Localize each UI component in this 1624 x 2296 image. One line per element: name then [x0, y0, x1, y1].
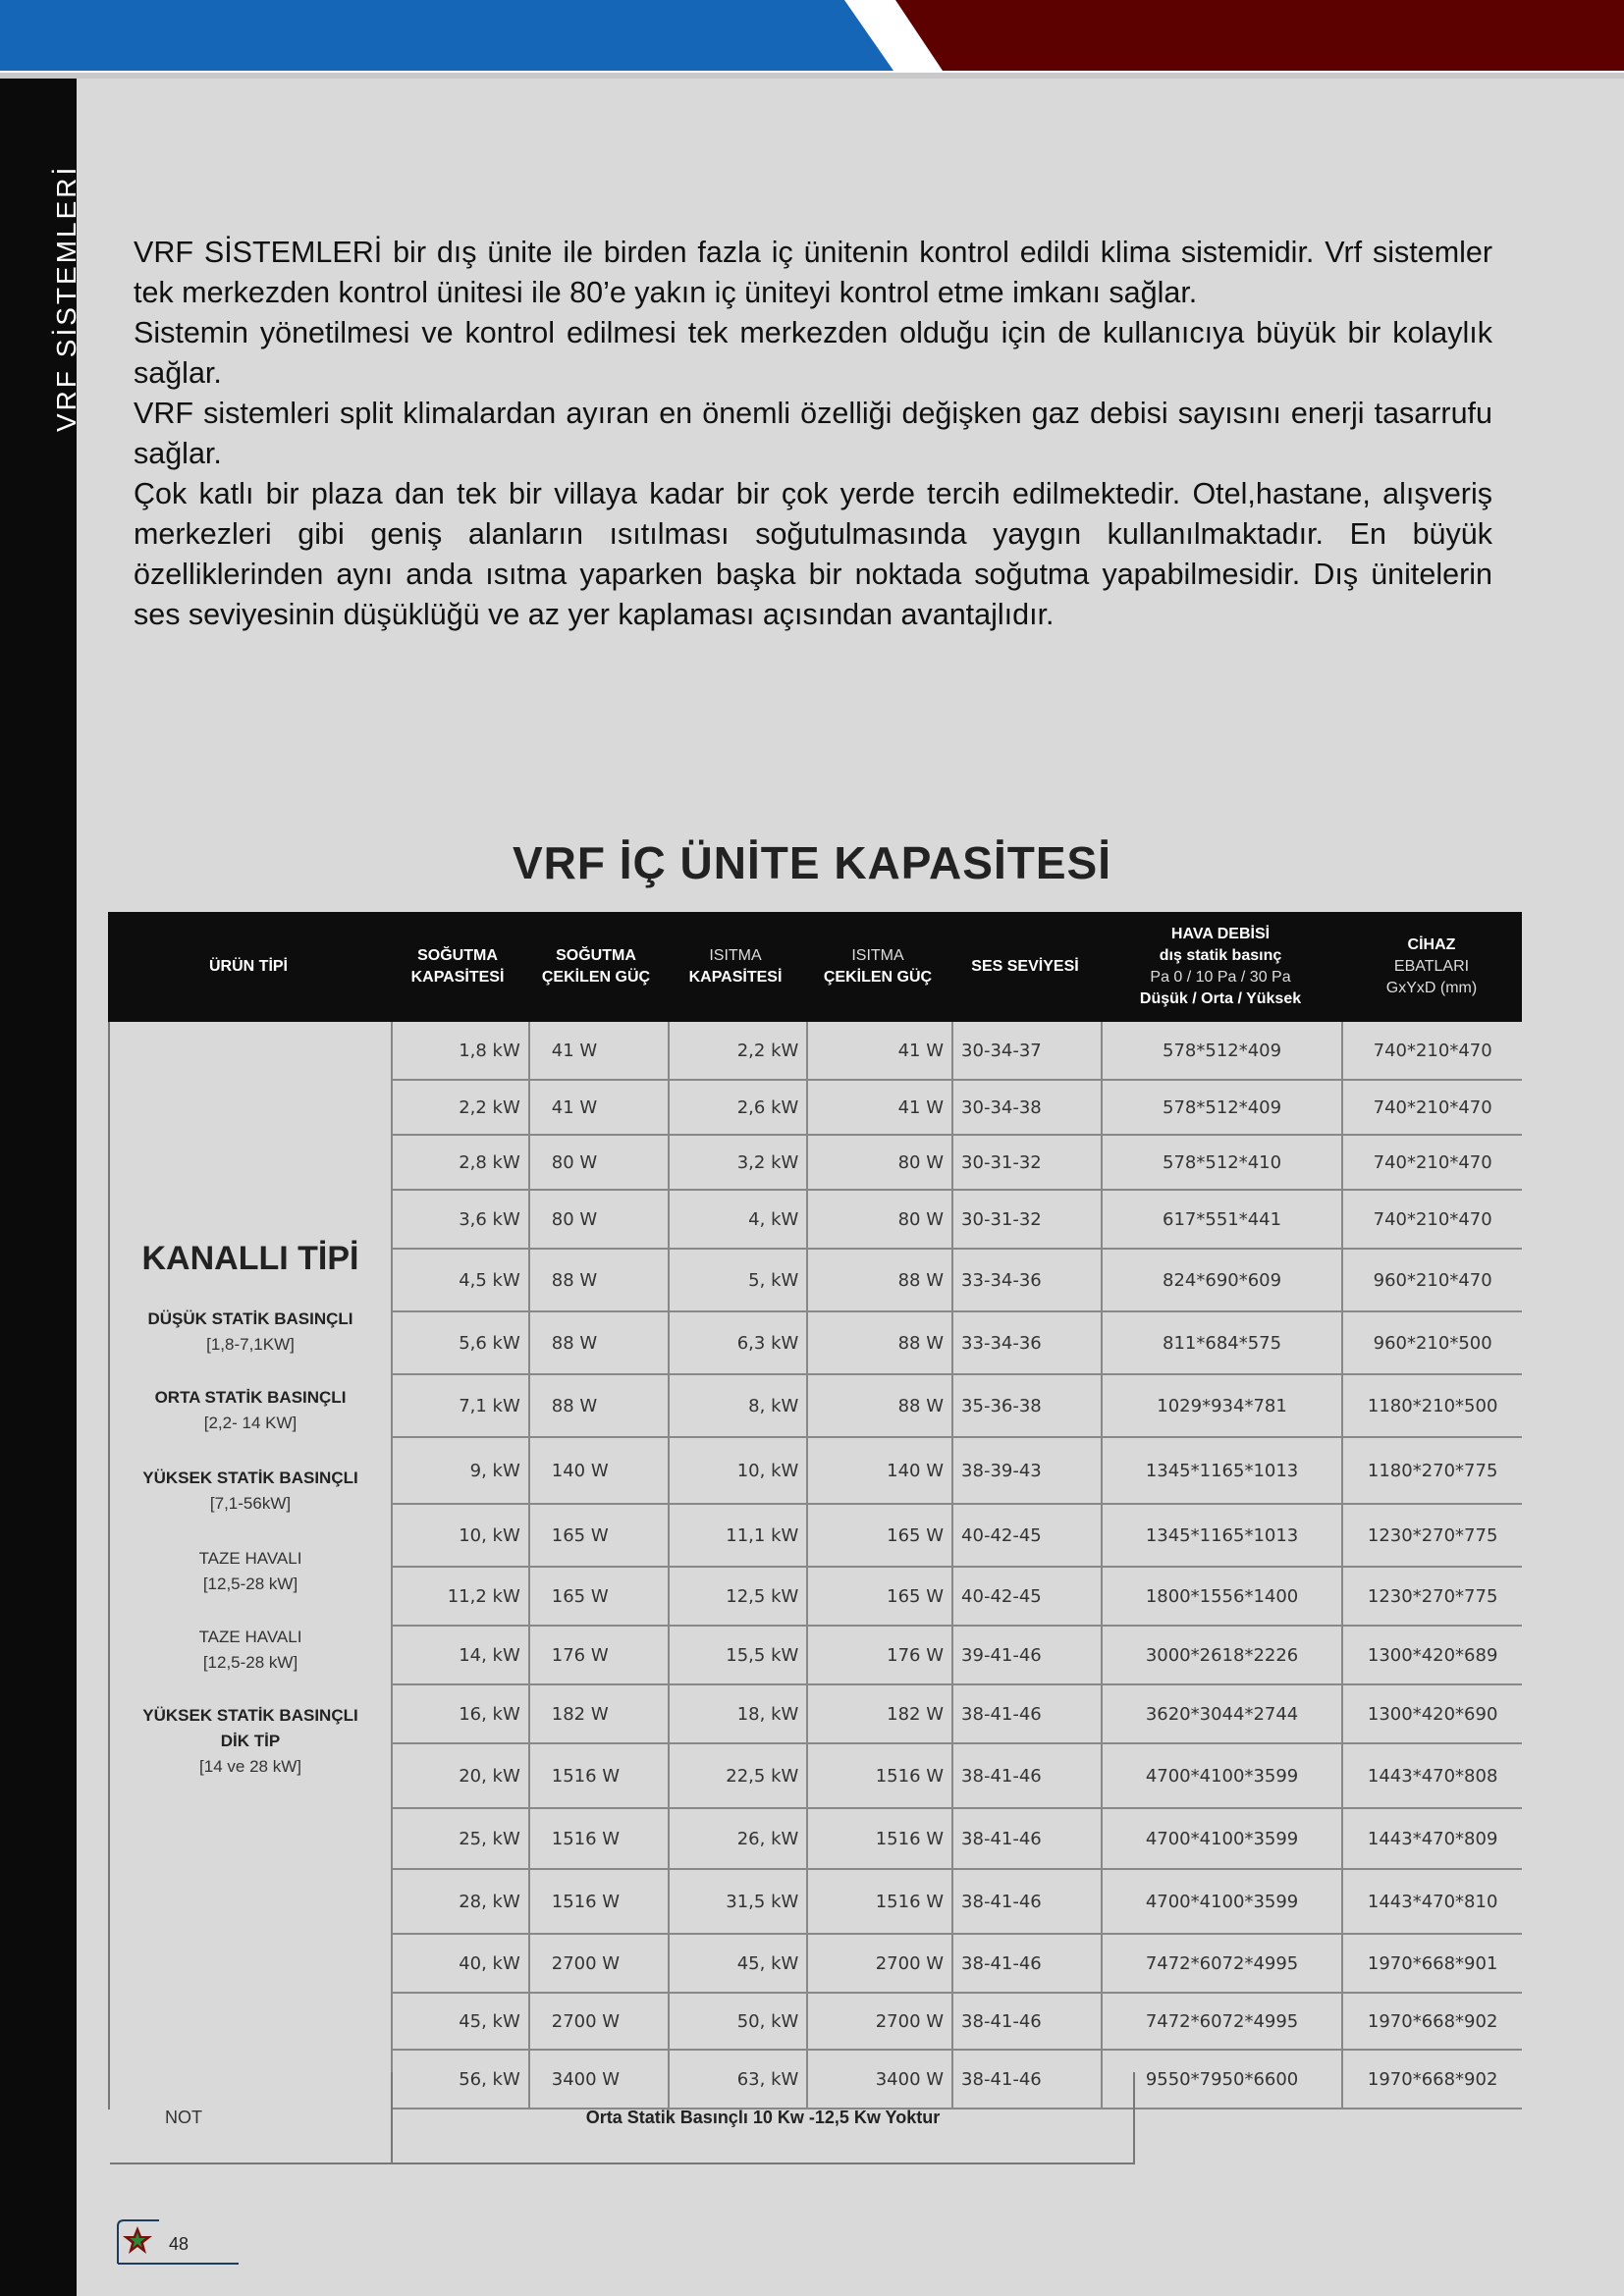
intro-paragraph: VRF SİSTEMLERİ bir dış ünite ile birden fazla iç ünitenin kontrol edildi klima sistemidir. Vrf sistemler tek merkezden kontrol ünitesi ile 80’e yakın iç üniteyi kontrol etme imkanı sağlar.	[134, 236, 1492, 309]
cell-heating-power: 3400 W	[806, 2051, 951, 2108]
product-type-item	[110, 1466, 391, 1517]
cell-heating-power: 182 W	[806, 1685, 951, 1742]
cell-cooling-power: 88 W	[528, 1250, 668, 1310]
cell-noise-level: 30-31-32	[951, 1191, 1101, 1248]
cell-heating-capacity: 2,2 kW	[668, 1022, 807, 1079]
cell-cooling-power: 88 W	[528, 1312, 668, 1373]
cell-heating-power: 41 W	[806, 1022, 951, 1079]
product-type-range: [12,5-28 kW]	[202, 1653, 298, 1672]
cell-heating-power: 80 W	[806, 1191, 951, 1248]
product-type-heading: KANALLI TİPİ	[141, 1240, 359, 1277]
cell-airflow: 3000*2618*2226	[1101, 1627, 1342, 1683]
intro-paragraph: Sistemin yönetilmesi ve kontrol edilmesi tek merkezden olduğu için de kullanıcıya büyük bir kolaylık sağlar.	[134, 316, 1492, 390]
cell-airflow: 824*690*609	[1101, 1250, 1342, 1310]
header-label: dış statik basınç	[1159, 947, 1282, 964]
cell-heating-power: 88 W	[806, 1375, 951, 1436]
header-label: ÇEKİLEN GÜÇ	[541, 969, 651, 986]
capacity-table	[108, 912, 1522, 2127]
cell-cooling-capacity: 25, kW	[391, 1809, 528, 1868]
table-row	[391, 1935, 1522, 1994]
page-number: 48	[169, 2234, 189, 2254]
cell-dimensions: 1443*470*809	[1341, 1809, 1522, 1868]
product-type-range: [12,5-28 kW]	[202, 1575, 298, 1593]
cell-airflow: 4700*4100*3599	[1101, 1870, 1342, 1933]
cell-noise-level: 38-41-46	[951, 1870, 1101, 1933]
cell-heating-capacity: 15,5 kW	[668, 1627, 807, 1683]
cell-cooling-power: 140 W	[528, 1438, 668, 1503]
cell-cooling-capacity: 16, kW	[391, 1685, 528, 1742]
cell-heating-power: 88 W	[806, 1312, 951, 1373]
cell-cooling-power: 88 W	[528, 1375, 668, 1436]
cell-dimensions: 1300*420*689	[1341, 1627, 1522, 1683]
cell-heating-capacity: 45, kW	[668, 1935, 807, 1992]
cell-cooling-capacity: 2,8 kW	[391, 1136, 528, 1189]
cell-airflow: 1345*1165*1013	[1101, 1505, 1342, 1566]
intro-text	[134, 233, 1492, 635]
cell-dimensions: 740*210*470	[1341, 1136, 1522, 1189]
cell-dimensions: 1443*470*810	[1341, 1870, 1522, 1933]
cell-cooling-power: 80 W	[528, 1136, 668, 1189]
cell-cooling-power: 41 W	[528, 1022, 668, 1079]
cell-airflow: 7472*6072*4995	[1101, 1935, 1342, 1992]
cell-airflow: 578*512*409	[1101, 1022, 1342, 1079]
table-rows	[391, 1022, 1522, 2109]
cell-heating-capacity: 63, kW	[668, 2051, 807, 2108]
cell-cooling-capacity: 28, kW	[391, 1870, 528, 1933]
product-type-range: [2,2- 14 KW]	[203, 1414, 298, 1432]
header-label: EBATLARI	[1393, 958, 1470, 975]
product-type-title: TAZE HAVALI	[198, 1549, 302, 1568]
header-label: KAPASİTESİ	[688, 969, 783, 986]
table-row	[391, 1136, 1522, 1191]
cell-cooling-capacity: 2,2 kW	[391, 1081, 528, 1134]
cell-dimensions: 1300*420*690	[1341, 1685, 1522, 1742]
cell-cooling-capacity: 20, kW	[391, 1744, 528, 1807]
table-row	[391, 1191, 1522, 1250]
cell-dimensions: 1230*270*775	[1341, 1505, 1522, 1566]
note-row	[110, 2072, 1135, 2164]
cell-dimensions: 1970*668*901	[1341, 1935, 1522, 1992]
cell-dimensions: 740*210*470	[1341, 1022, 1522, 1079]
cell-noise-level: 33-34-36	[951, 1312, 1101, 1373]
cell-cooling-power: 165 W	[528, 1505, 668, 1566]
cell-cooling-power: 176 W	[528, 1627, 668, 1683]
cell-dimensions: 1970*668*902	[1341, 2051, 1522, 2108]
cell-dimensions: 740*210*470	[1341, 1191, 1522, 1248]
cell-noise-level: 38-41-46	[951, 1685, 1101, 1742]
cell-heating-capacity: 50, kW	[668, 1994, 807, 2049]
cell-cooling-capacity: 40, kW	[391, 1935, 528, 1992]
header-label: SES SEVİYESİ	[971, 958, 1079, 975]
cell-dimensions: 740*210*470	[1341, 1081, 1522, 1134]
cell-heating-capacity: 12,5 kW	[668, 1568, 807, 1625]
product-type-item	[110, 1703, 391, 1780]
cell-cooling-capacity: 5,6 kW	[391, 1312, 528, 1373]
header-label: GxYxD (mm)	[1385, 980, 1478, 996]
header-product-type	[108, 912, 389, 1022]
cell-cooling-capacity: 1,8 kW	[391, 1022, 528, 1079]
header-label: HAVA DEBİSİ	[1170, 926, 1271, 942]
cell-heating-capacity: 10, kW	[668, 1438, 807, 1503]
cell-cooling-power: 165 W	[528, 1568, 668, 1625]
product-type-item	[110, 1546, 391, 1597]
cell-noise-level: 35-36-38	[951, 1375, 1101, 1436]
cell-cooling-power: 80 W	[528, 1191, 668, 1248]
table-row	[391, 1744, 1522, 1809]
table-header	[108, 912, 1522, 1022]
cell-cooling-capacity: 14, kW	[391, 1627, 528, 1683]
cell-cooling-capacity: 7,1 kW	[391, 1375, 528, 1436]
header-label: Düşük / Orta / Yüksek	[1139, 990, 1302, 1007]
cell-heating-capacity: 22,5 kW	[668, 1744, 807, 1807]
cell-heating-power: 41 W	[806, 1081, 951, 1134]
cell-noise-level: 40-42-45	[951, 1568, 1101, 1625]
product-type-title: YÜKSEK STATİK BASINÇLI	[142, 1706, 358, 1725]
cell-dimensions: 1443*470*808	[1341, 1744, 1522, 1807]
cell-airflow: 578*512*409	[1101, 1081, 1342, 1134]
table-row	[391, 1312, 1522, 1375]
cell-heating-power: 176 W	[806, 1627, 951, 1683]
cell-dimensions: 1970*668*902	[1341, 1994, 1522, 2049]
cell-heating-power: 165 W	[806, 1568, 951, 1625]
cell-heating-capacity: 31,5 kW	[668, 1870, 807, 1933]
intro-paragraph: Çok katlı bir plaza dan tek bir villaya kadar bir çok yerde tercih edilmektedir. Otel,hastane, alışveriş merkezleri gibi geniş alanların ısıtılması soğutulmasında yaygın kullanılmaktadır. En büyük özelliklerinden aynı anda ısıtma yaparken başka bir noktada soğutma yapabilmesidir. Dış ünitelerin ses seviyesinin düşüklüğü ve az yer kaplaması açısından avantajlıdır.	[134, 477, 1492, 631]
cell-noise-level: 40-42-45	[951, 1505, 1101, 1566]
header-noise-level	[950, 912, 1100, 1022]
cell-heating-capacity: 11,1 kW	[668, 1505, 807, 1566]
cell-airflow: 1029*934*781	[1101, 1375, 1342, 1436]
cell-heating-power: 1516 W	[806, 1744, 951, 1807]
product-type-range: [14 ve 28 kW]	[199, 1757, 301, 1776]
intro-paragraph: VRF sistemleri split klimalardan ayıran en önemli özelliği değişken gaz debisi sayısını enerji tasarrufu sağlar.	[134, 397, 1492, 470]
cell-airflow: 4700*4100*3599	[1101, 1744, 1342, 1807]
cell-cooling-capacity: 11,2 kW	[391, 1568, 528, 1625]
cell-airflow: 1345*1165*1013	[1101, 1438, 1342, 1503]
cell-airflow: 7472*6072*4995	[1101, 1994, 1342, 2049]
cell-noise-level: 38-41-46	[951, 1994, 1101, 2049]
cell-airflow: 1800*1556*1400	[1101, 1568, 1342, 1625]
cell-cooling-power: 1516 W	[528, 1809, 668, 1868]
cell-heating-capacity: 8, kW	[668, 1375, 807, 1436]
cell-airflow: 4700*4100*3599	[1101, 1809, 1342, 1868]
sidebar	[0, 79, 81, 2296]
cell-heating-capacity: 18, kW	[668, 1685, 807, 1742]
header-label: ISITMA	[709, 947, 762, 964]
cell-heating-power: 80 W	[806, 1136, 951, 1189]
product-type-title: DÜŞÜK STATİK BASINÇLI	[147, 1309, 353, 1328]
cell-noise-level: 33-34-36	[951, 1250, 1101, 1310]
header-label: ISITMA	[851, 947, 904, 964]
cell-cooling-capacity: 45, kW	[391, 1994, 528, 2049]
product-type-title: TAZE HAVALI	[198, 1628, 302, 1646]
table-row	[391, 1438, 1522, 1505]
cell-cooling-power: 2700 W	[528, 1994, 668, 2049]
product-type-item	[110, 1625, 391, 1676]
cell-cooling-power: 1516 W	[528, 1744, 668, 1807]
cell-noise-level: 38-39-43	[951, 1438, 1101, 1503]
cell-heating-power: 1516 W	[806, 1870, 951, 1933]
product-type-block	[110, 1022, 391, 2072]
cell-heating-power: 140 W	[806, 1438, 951, 1503]
top-banner	[0, 0, 1624, 79]
header-heating-capacity	[666, 912, 805, 1022]
cell-dimensions: 960*210*470	[1341, 1250, 1522, 1310]
product-type-title: ORTA STATİK BASINÇLI	[154, 1388, 347, 1407]
cell-heating-capacity: 6,3 kW	[668, 1312, 807, 1373]
header-heating-power	[805, 912, 950, 1022]
cell-noise-level: 38-41-46	[951, 1809, 1101, 1868]
cell-noise-level: 30-34-37	[951, 1022, 1101, 1079]
cell-heating-power: 165 W	[806, 1505, 951, 1566]
product-type-item	[110, 1385, 391, 1436]
table-row	[391, 1505, 1522, 1568]
header-label: ÇEKİLEN GÜÇ	[823, 969, 933, 986]
cell-cooling-power: 182 W	[528, 1685, 668, 1742]
cell-noise-level: 30-31-32	[951, 1136, 1101, 1189]
header-airflow	[1100, 912, 1341, 1022]
cell-airflow: 578*512*410	[1101, 1136, 1342, 1189]
header-cooling-capacity	[389, 912, 526, 1022]
cell-heating-capacity: 26, kW	[668, 1809, 807, 1868]
cell-noise-level: 39-41-46	[951, 1627, 1101, 1683]
cell-airflow: 9550*7950*6600	[1101, 2051, 1342, 2108]
note-text: Orta Statik Basınçlı 10 Kw -12,5 Kw Yoktur	[585, 2107, 941, 2127]
table-row	[391, 1994, 1522, 2051]
table-row	[391, 1375, 1522, 1438]
header-label: Pa 0 / 10 Pa / 30 Pa	[1150, 969, 1291, 986]
header-dimensions	[1341, 912, 1522, 1022]
cell-cooling-power: 1516 W	[528, 1870, 668, 1933]
cell-heating-capacity: 4, kW	[668, 1191, 807, 1248]
cell-dimensions: 960*210*500	[1341, 1312, 1522, 1373]
header-label: ÜRÜN TİPİ	[209, 958, 288, 975]
cell-heating-power: 88 W	[806, 1250, 951, 1310]
product-type-title: YÜKSEK STATİK BASINÇLI	[142, 1468, 358, 1487]
cell-cooling-capacity: 56, kW	[391, 2051, 528, 2108]
cell-cooling-power: 41 W	[528, 1081, 668, 1134]
cell-cooling-capacity: 9, kW	[391, 1438, 528, 1503]
table-row	[391, 1685, 1522, 1744]
cell-dimensions: 1180*270*775	[1341, 1438, 1522, 1503]
cell-heating-power: 2700 W	[806, 1935, 951, 1992]
cell-heating-capacity: 2,6 kW	[668, 1081, 807, 1134]
cell-heating-power: 2700 W	[806, 1994, 951, 2049]
note-label: NOT	[110, 2072, 393, 2163]
cell-cooling-capacity: 10, kW	[391, 1505, 528, 1566]
table-row	[391, 1627, 1522, 1685]
table-body	[108, 1022, 1522, 2127]
cell-noise-level: 30-34-38	[951, 1081, 1101, 1134]
cell-cooling-power: 2700 W	[528, 1935, 668, 1992]
table-title: VRF İÇ ÜNİTE KAPASİTESİ	[513, 837, 1111, 888]
cell-airflow: 3620*3044*2744	[1101, 1685, 1342, 1742]
header-label: SOĞUTMA	[417, 947, 498, 964]
cell-airflow: 811*684*575	[1101, 1312, 1342, 1373]
table-row	[391, 1022, 1522, 1081]
cell-cooling-power: 3400 W	[528, 2051, 668, 2108]
table-row	[391, 1809, 1522, 1870]
table-row	[391, 1568, 1522, 1627]
header-cooling-power	[526, 912, 666, 1022]
sidebar-title: VRF SİSTEMLERİ	[51, 164, 81, 432]
product-type-item	[110, 1307, 391, 1358]
table-row	[391, 1870, 1522, 1935]
header-label: KAPASİTESİ	[410, 969, 505, 986]
product-type-range: [7,1-56kW]	[209, 1494, 292, 1513]
cell-dimensions: 1180*210*500	[1341, 1375, 1522, 1436]
header-label: CİHAZ	[1407, 936, 1456, 953]
cell-cooling-capacity: 3,6 kW	[391, 1191, 528, 1248]
cell-noise-level: 38-41-46	[951, 2051, 1101, 2108]
table-row	[391, 1081, 1522, 1136]
cell-airflow: 617*551*441	[1101, 1191, 1342, 1248]
product-type-range: [1,8-7,1KW]	[206, 1335, 295, 1354]
cell-dimensions: 1230*270*775	[1341, 1568, 1522, 1625]
table-row	[391, 1250, 1522, 1312]
cell-noise-level: 38-41-46	[951, 1935, 1101, 1992]
cell-heating-capacity: 5, kW	[668, 1250, 807, 1310]
header-label: SOĞUTMA	[556, 947, 636, 964]
cell-heating-power: 1516 W	[806, 1809, 951, 1868]
product-type-title: DİK TİP	[220, 1732, 281, 1750]
cell-cooling-capacity: 4,5 kW	[391, 1250, 528, 1310]
cell-noise-level: 38-41-46	[951, 1744, 1101, 1807]
cell-heating-capacity: 3,2 kW	[668, 1136, 807, 1189]
